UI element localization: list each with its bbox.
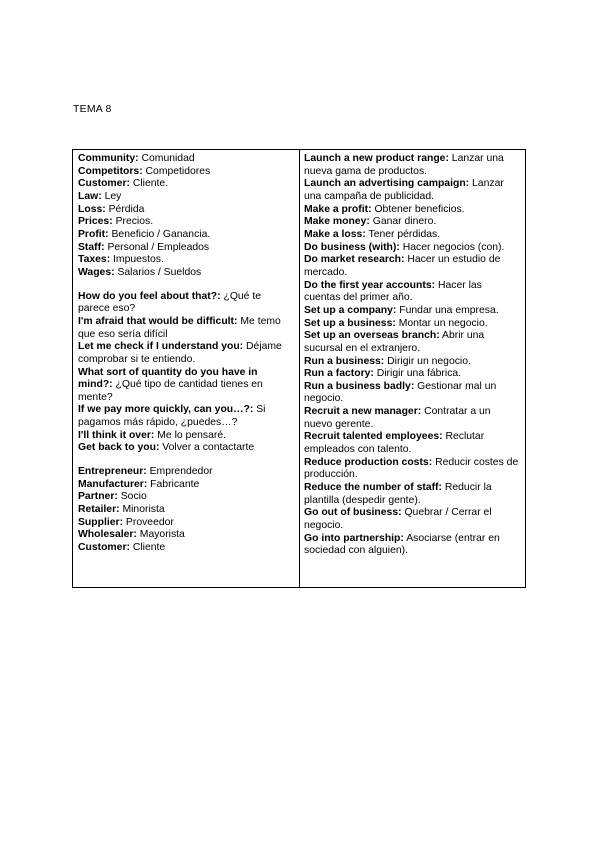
vocab-entry (78, 166, 294, 179)
vocab-term: Recruit a new manager: (304, 406, 422, 418)
vocab-translation: Comunidad (141, 153, 195, 164)
vocab-translation: Me lo pensaré. (157, 429, 226, 441)
vocab-translation: Dirigir una fábrica. (376, 368, 462, 380)
vocab-translation: Me temo que eso sería difícil (78, 315, 281, 340)
vocab-translation: Cliente. (132, 178, 169, 190)
vocab-term: Go out of business: (304, 507, 402, 519)
vocab-translation: Déjame comprobar si te entiendo. (78, 341, 282, 365)
group-spacer (78, 455, 294, 466)
vocab-entry (78, 204, 294, 217)
vocab-entry (78, 254, 294, 267)
vocab-translation: Quebrar / Cerrar el negocio. (304, 507, 492, 532)
vocab-entry (304, 533, 520, 558)
vocab-term: Let me check if I understand you: (78, 341, 244, 353)
vocab-entry (304, 368, 520, 381)
vocab-term: Reduce the number of staff: (304, 482, 442, 494)
vocab-translation: Lanzar una nueva gama de productos. (304, 153, 504, 177)
vocab-translation: Lanzar una campaña de publicidad. (304, 178, 504, 202)
vocab-translation: Mayorista (139, 529, 185, 541)
vocab-term: Prices: (78, 216, 113, 228)
vocab-term: Wages: (78, 266, 115, 278)
vocab-term: Run a business: (304, 355, 385, 367)
vocab-translation: ¿Qué tipo de cantidad tienes en mente? (78, 379, 263, 403)
group-spacer (78, 280, 294, 291)
vocab-group-nouns (78, 153, 294, 280)
vocab-translation: Impuestos. (113, 254, 164, 266)
vocab-term: Set up a business: (304, 317, 396, 329)
vocab-group-phrases (78, 291, 294, 456)
vocab-term: Set up an overseas branch: (304, 330, 440, 342)
vocab-term: What sort of quantity do you have in mind?: (78, 366, 258, 391)
vocab-translation: Proveedor (125, 516, 174, 528)
vocab-translation: Volver a contactarte (162, 442, 255, 454)
vocab-term: Do market research: (304, 254, 405, 266)
vocab-entry (78, 242, 294, 255)
vocab-term: Community: (78, 153, 139, 164)
vocab-term: Staff: (78, 241, 105, 253)
vocab-entry (78, 529, 294, 542)
vocab-term: Run a business badly: (304, 380, 415, 392)
vocab-entry (304, 216, 520, 229)
vocab-translation: Hacer un estudio de mercado. (304, 254, 501, 278)
vocab-translation: Fabricante (150, 478, 200, 490)
vocab-term: Recruit talented employees: (304, 431, 443, 443)
vocab-term: Make a loss: (304, 228, 366, 240)
vocab-term: Partner: (78, 491, 118, 503)
vocab-entry (304, 242, 520, 255)
vocab-translation: Personal / Empleados (107, 241, 210, 253)
vocab-translation: Si pagamos más rápido, ¿puedes…? (78, 404, 266, 429)
vocab-translation: Hacer las cuentas del primer año. (304, 279, 482, 304)
vocab-group-roles (78, 466, 294, 555)
vocab-translation: Beneficio / Ganancia. (111, 228, 211, 240)
vocab-term: Profit: (78, 228, 109, 240)
vocab-translation: Competidores (145, 165, 211, 177)
vocab-translation: ¿Qué te parece eso? (78, 290, 262, 315)
vocab-translation: Hacer negocios (con). (402, 241, 505, 253)
vocab-term: Taxes: (78, 254, 111, 266)
vocab-entry (78, 191, 294, 204)
vocab-entry (78, 491, 294, 504)
vocab-translation: Gestionar mal un negocio. (304, 380, 497, 405)
vocab-term: Loss: (78, 203, 106, 215)
vocab-translation: Reducir costes de producción. (304, 456, 519, 481)
vocab-term: Wholesaler: (78, 529, 137, 541)
vocab-term: Run a factory: (304, 368, 374, 380)
vocab-translation: Abrir una sucursal en el extranjero. (304, 330, 485, 354)
vocab-entry (304, 254, 520, 279)
vocab-translation: Ley (104, 190, 122, 202)
left-column (73, 150, 300, 587)
vocab-translation: Fundar una empresa. (399, 304, 499, 316)
vocab-entry (304, 406, 520, 431)
vocab-entry (304, 305, 520, 318)
vocab-entry (78, 316, 294, 341)
vocab-translation: Reclutar empleados con talento. (304, 431, 485, 456)
vocab-term: I'm afraid that would be difficult: (78, 315, 238, 327)
vocab-term: Retailer: (78, 504, 120, 516)
vocab-term: Manufacturer: (78, 478, 148, 490)
vocab-entry (78, 291, 294, 316)
vocab-entry (304, 507, 520, 532)
vocab-term: If we pay more quickly, can you…?: (78, 404, 254, 416)
vocab-entry (78, 542, 294, 555)
vocab-entry (304, 280, 520, 305)
vocab-term: Customer: (78, 178, 130, 190)
vocab-term: Reduce production costs: (304, 456, 433, 468)
vocab-entry (304, 204, 520, 217)
vocab-term: I'll think it over: (78, 429, 155, 441)
vocab-term: Competitors: (78, 165, 143, 177)
vocab-term: Make a profit: (304, 203, 372, 215)
vocab-entry (78, 216, 294, 229)
vocab-entry (304, 330, 520, 355)
vocab-entry (78, 229, 294, 242)
vocab-entry (78, 517, 294, 530)
vocab-entry (78, 267, 294, 280)
vocab-translation: Reducir la plantilla (despedir gente). (304, 482, 492, 506)
vocab-term: Supplier: (78, 516, 124, 528)
vocab-entry (78, 504, 294, 517)
vocab-translation: Precios. (115, 216, 154, 228)
vocab-translation: Montar un negocio. (398, 317, 488, 329)
vocab-entry (304, 178, 520, 203)
vocab-translation: Socio (120, 491, 147, 503)
vocab-entry (304, 431, 520, 456)
vocab-term: Get back to you: (78, 442, 160, 454)
vocab-term: Customer: (78, 542, 130, 554)
vocab-term: Set up a company: (304, 304, 397, 316)
page-title: TEMA 8 (73, 103, 112, 115)
vocab-entry (78, 479, 294, 492)
vocab-translation: Asociarse (entrar en sociedad con alguien). (304, 532, 500, 557)
vocab-term: Go into partnership: (304, 532, 404, 544)
vocab-entry (78, 466, 294, 479)
vocab-translation: Contratar a un nuevo gerente. (304, 406, 491, 430)
vocab-translation: Salarios / Sueldos (117, 266, 202, 278)
vocab-term: How do you feel about that?: (78, 290, 221, 302)
vocab-entry (78, 367, 294, 405)
vocab-entry (304, 153, 520, 178)
vocab-term: Make money: (304, 216, 370, 228)
vocab-entry (304, 318, 520, 331)
vocab-term: Do the first year accounts: (304, 279, 436, 291)
vocab-translation: Obtener beneficios. (374, 203, 465, 215)
vocab-translation: Minorista (122, 504, 165, 516)
vocab-term: Entrepreneur: (78, 466, 147, 478)
vocab-term: Law: (78, 190, 102, 202)
vocabulary-table (72, 149, 526, 588)
vocab-entry (78, 430, 294, 443)
vocab-entry (304, 381, 520, 406)
vocab-translation: Tener pérdidas. (368, 228, 441, 240)
vocab-translation: Dirigir un negocio. (387, 355, 471, 367)
vocab-entry (78, 153, 294, 166)
vocab-entry (78, 404, 294, 429)
vocab-entry (78, 341, 294, 366)
vocab-entry (78, 442, 294, 455)
right-column (300, 150, 525, 587)
vocab-entry (304, 356, 520, 369)
vocab-term: Do business (with): (304, 241, 400, 253)
vocab-translation: Ganar dinero. (372, 216, 437, 228)
vocab-entry (304, 229, 520, 242)
vocab-entry (304, 457, 520, 482)
vocab-entry (78, 178, 294, 191)
vocab-translation: Cliente (132, 542, 166, 554)
vocab-translation: Emprendedor (149, 466, 213, 478)
vocab-translation: Pérdida (108, 203, 145, 215)
vocab-entry (304, 482, 520, 507)
vocab-term: Launch a new product range: (304, 153, 449, 164)
vocab-term: Launch an advertising campaign: (304, 178, 470, 190)
